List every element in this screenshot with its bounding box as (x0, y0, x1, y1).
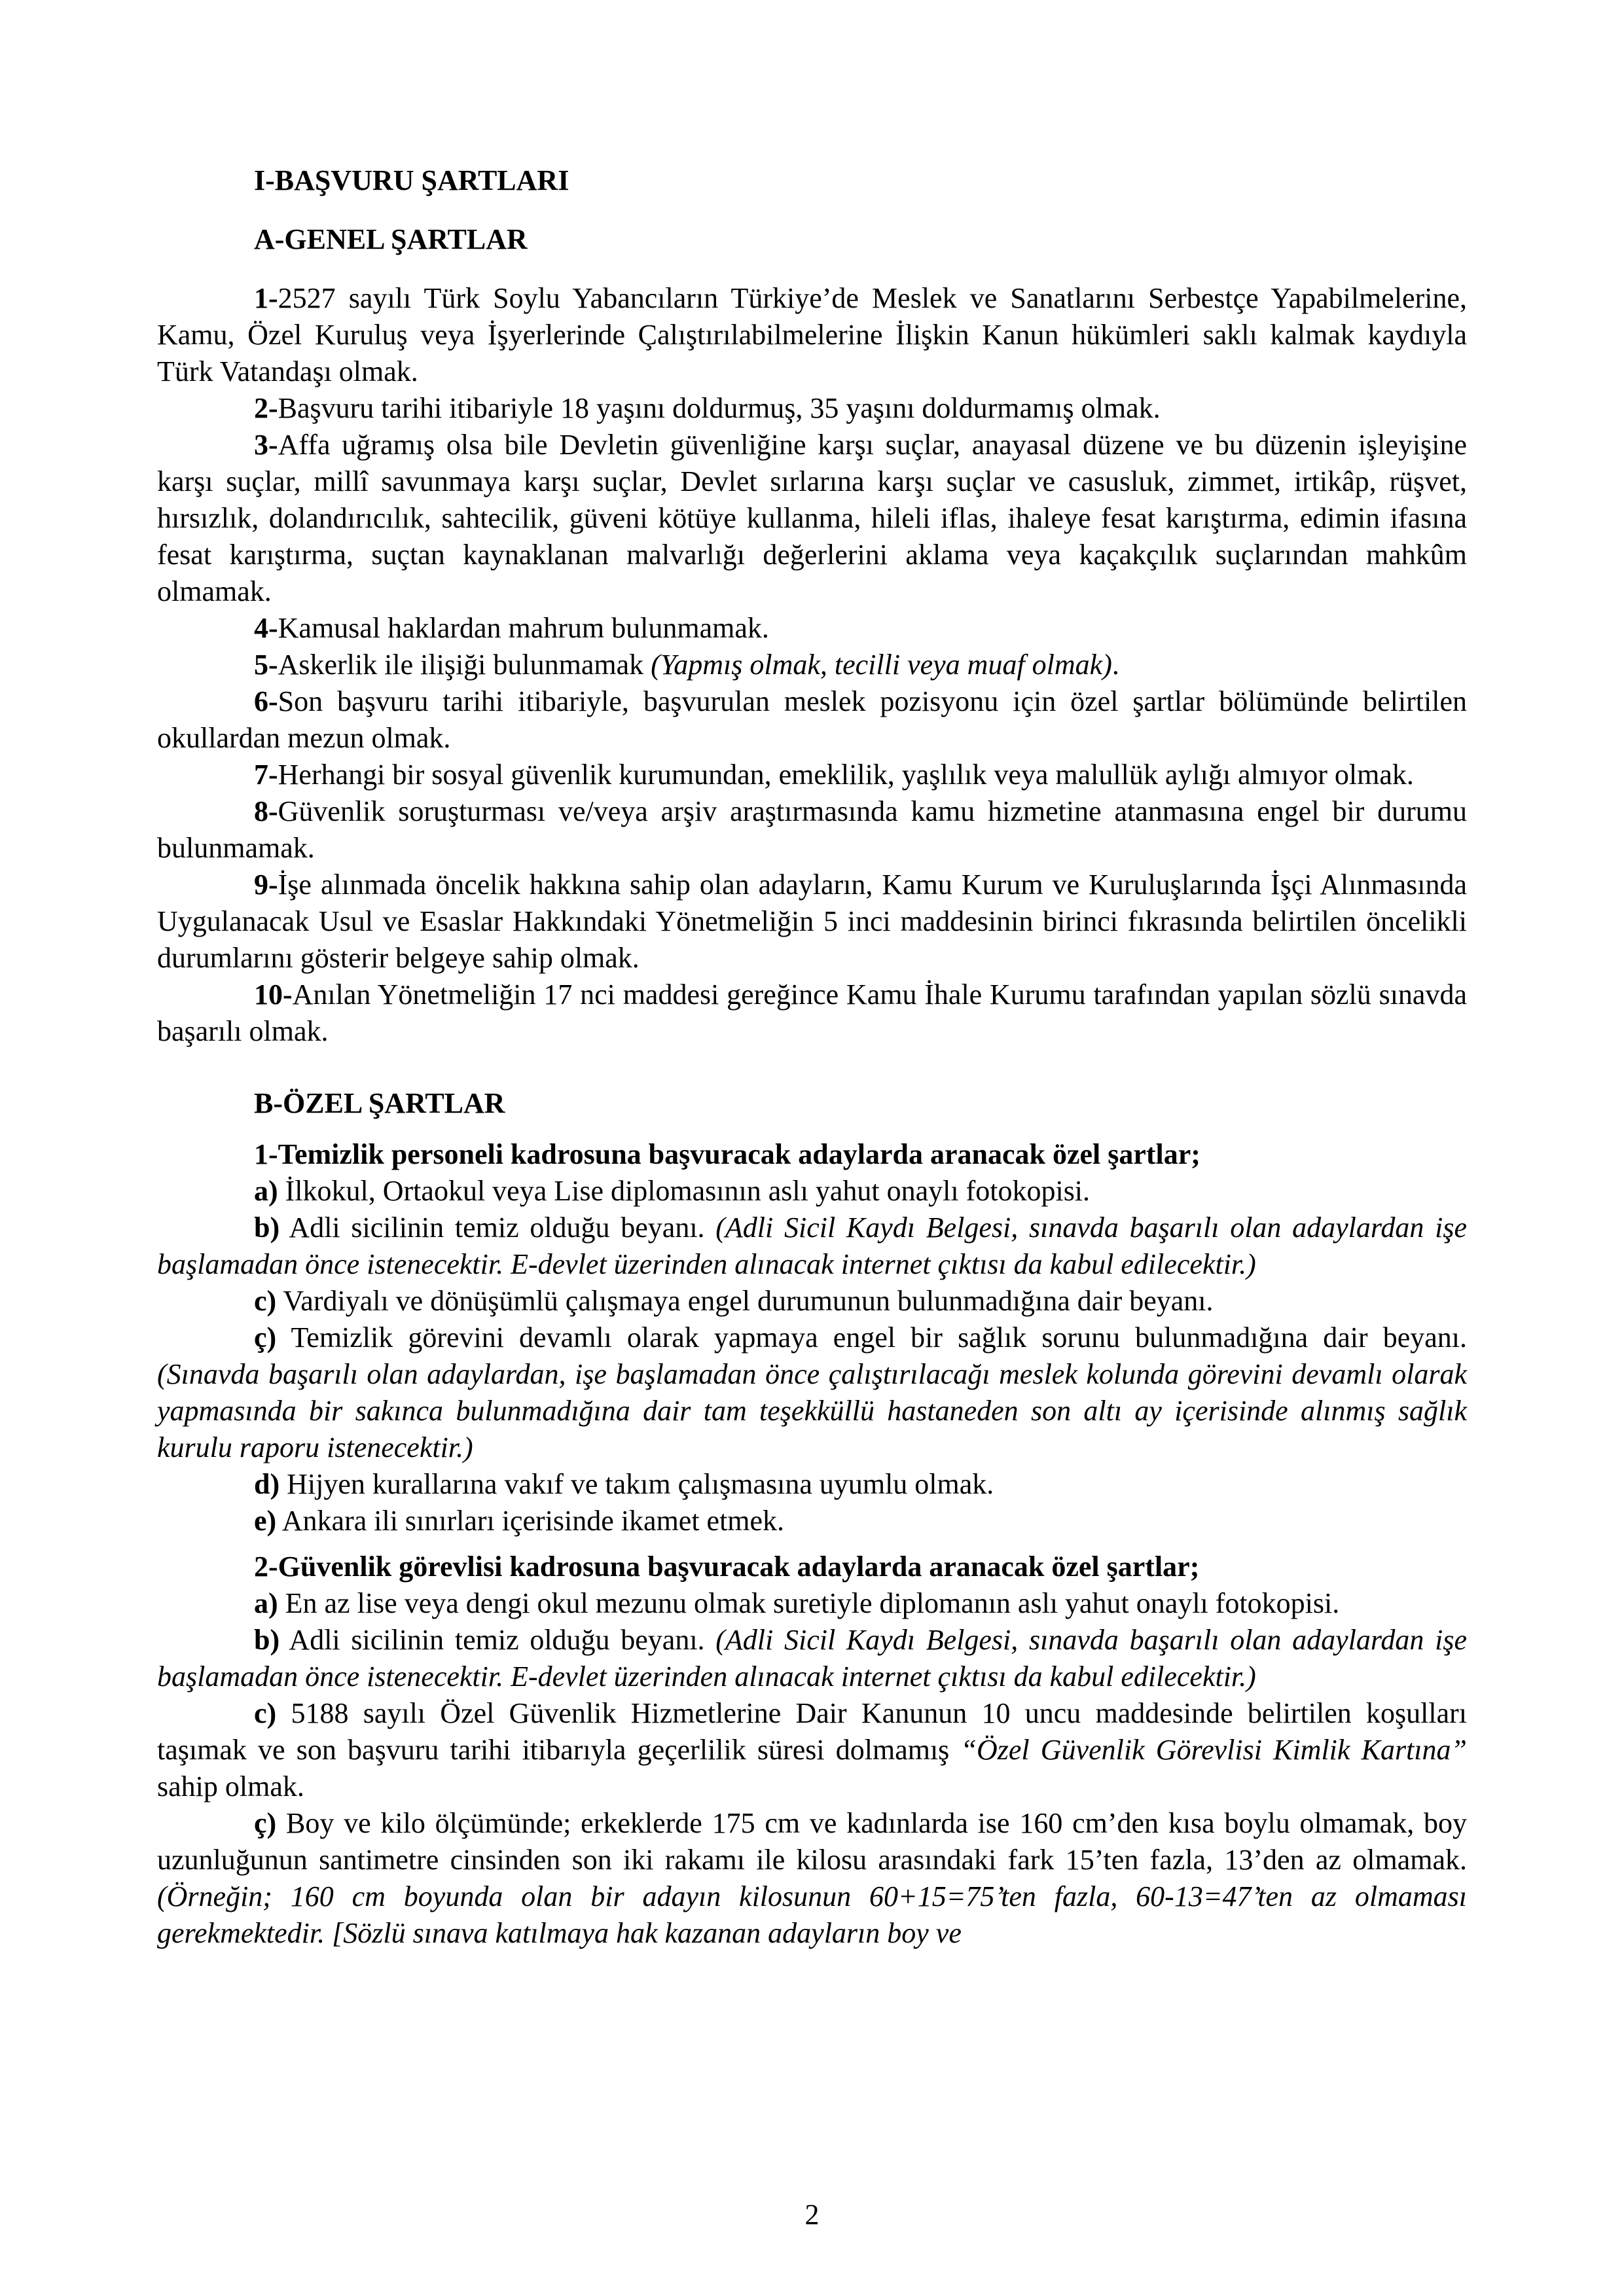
general-item-2 (157, 390, 1467, 427)
section-spacer (157, 1050, 1467, 1085)
item-number: 5- (254, 649, 278, 681)
item-letter: b) (254, 1624, 280, 1656)
document-body (157, 162, 1467, 1952)
item-text: Affa uğramış olsa bile Devletin güvenliğine karşı suçlar, anayasal düzene ve bu düzenin işleyişine karşı suçlar, millî savunmaya karşı suçlar, Devlet sırlarına karşı suçlar ve casusluk, zimmet, irtikâp, rüşvet, hırsızlık, dolandırıcılık, sahtecilik, güveni kötüye kullanma, hileli iflas, ihaleye fesat karıştırma, edimin ifasına fesat karıştırma, suçtan kaynaklanan malvarlığı değerlerini aklama veya kaçakçılık suçlarından mahkûm olmamak. (157, 429, 1467, 607)
item-text: Askerlik ile ilişiği bulunmamak (278, 649, 651, 681)
item-text-end: . (1111, 649, 1119, 681)
item-note: (Örneğin; 160 cm boyunda olan bir adayın kilosunun 60+15=75’ten fazla, 60-13=47’ten az olmaması gerekmektedir. [Sözlü sınava katılmaya hak kazanan adayların boy ve (157, 1880, 1467, 1949)
item-text: Herhangi bir sosyal güvenlik kurumundan, emeklilik, yaşlılık veya malullük aylığı almıyor olmak. (278, 759, 1414, 791)
cleaning-staff-title: 1-Temizlik personeli kadrosuna başvuracak adaylarda aranacak özel şartlar; (254, 1138, 1200, 1170)
item-text: Güvenlik soruşturması ve/veya arşiv araştırmasında kamu hizmetine atanmasına engel bir durumu bulunmamak. (157, 795, 1467, 864)
general-item-10 (157, 977, 1467, 1050)
cleaning-item-b (157, 1210, 1467, 1283)
item-text: Temizlik görevini devamlı olarak yapmaya engel bir sağlık sorunu bulunmadığına dair beyanı. (276, 1321, 1467, 1354)
item-number: 4- (254, 612, 278, 644)
item-letter: b) (254, 1211, 280, 1244)
item-letter: a) (254, 1175, 278, 1207)
item-text: Kamusal haklardan mahrum bulunmamak. (278, 612, 769, 644)
general-conditions-heading: A-GENEL ŞARTLAR (254, 223, 528, 255)
security-guard-title: 2-Güvenlik görevlisi kadrosuna başvuracak adaylarda aranacak özel şartlar; (254, 1551, 1200, 1583)
cleaning-item-c (157, 1283, 1467, 1319)
item-text: 2527 sayılı Türk Soylu Yabancıların Türkiye’de Meslek ve Sanatlarını Serbestçe Yapabilmelerine, Kamu, Özel Kuruluş veya İşyerlerinde Çalıştırılabilmelerine İlişkin Kanun hükümleri saklı kalmak kaydıyla Türk Vatandaşı olmak. (157, 282, 1467, 387)
item-letter: ç) (254, 1807, 277, 1839)
item-text: Hijyen kurallarına vakıf ve takım çalışmasına uyumlu olmak. (280, 1468, 994, 1500)
item-letter: a) (254, 1587, 278, 1619)
item-letter: c) (254, 1697, 277, 1729)
cleaning-staff-section (157, 1136, 1467, 1539)
security-item-b (157, 1622, 1467, 1695)
general-item-8 (157, 793, 1467, 867)
item-letter: d) (254, 1468, 280, 1500)
general-item-9 (157, 867, 1467, 977)
item-text: Başvuru tarihi itibariyle 18 yaşını doldurmuş, 35 yaşını doldurmamış olmak. (278, 392, 1161, 424)
cleaning-item-a (157, 1173, 1467, 1210)
security-item-a (157, 1585, 1467, 1622)
cleaning-item-d (157, 1466, 1467, 1503)
general-item-5 (157, 647, 1467, 683)
item-text: Boy ve kilo ölçümünde; erkeklerde 175 cm ve kadınlarda ise 160 cm’den kısa boylu olmamak, boy uzunluğunun santimetre cinsinden son iki rakamı ile kilosu arasındaki fark 15’ten fazla, 13’den az olmamak. (157, 1807, 1467, 1876)
page-title: I-BAŞVURU ŞARTLARI (254, 164, 569, 196)
item-text: 5188 sayılı Özel Güvenlik Hizmetlerine Dair Kanunun 10 uncu maddesinde belirtilen koşulları taşımak ve son başvuru tarihi itibarıyla geçerlilik süresi dolmamış (157, 1697, 1467, 1766)
item-number: 2- (254, 392, 278, 424)
item-number: 10- (254, 978, 293, 1011)
item-text: Anılan Yönetmeliğin 17 nci maddesi gereğince Kamu İhale Kurumu tarafından yapılan sözlü sınavda başarılı olmak. (157, 978, 1467, 1047)
security-item-c (157, 1695, 1467, 1805)
general-item-7 (157, 757, 1467, 793)
item-number: 1- (254, 282, 278, 314)
item-number: 8- (254, 795, 278, 827)
special-conditions-heading: B-ÖZEL ŞARTLAR (254, 1087, 505, 1119)
cleaning-item-c-cedilla (157, 1319, 1467, 1466)
item-text-end: sahip olmak. (157, 1770, 304, 1803)
item-text: İşe alınmada öncelik hakkına sahip olan adayların, Kamu Kurum ve Kuruluşlarında İşçi Alınmasında Uygulanacak Usul ve Esaslar Hakkındaki Yönetmeliğin 5 inci maddesinin birinci fıkrasında belirtilen öncelikli durumlarını gösterir belgeye sahip olmak. (157, 869, 1467, 974)
item-note: (Yapmış olmak, tecilli veya muaf olmak) (651, 649, 1112, 681)
item-text: Son başvuru tarihi itibariyle, başvurulan meslek pozisyonu için özel şartlar bölümünde belirtilen okullardan mezun olmak. (157, 685, 1467, 754)
page-number: 2 (804, 2198, 820, 2231)
item-text: Adli sicilinin temiz olduğu beyanı. (280, 1211, 716, 1244)
item-letter: ç) (254, 1321, 277, 1354)
general-item-1 (157, 280, 1467, 390)
item-letter: e) (254, 1505, 277, 1537)
item-number: 9- (254, 869, 278, 901)
item-note: (Adli Sicil Kaydı Belgesi, sınavda başarılı olan adaylardan işe başlamadan önce istenecektir. E-devlet üzerinden alınacak internet çıktısı da kabul edilecektir.) (157, 1211, 1468, 1280)
security-item-c-cedilla (157, 1805, 1467, 1952)
item-text: En az lise veya dengi okul mezunu olmak suretiyle diplomanın aslı yahut onaylı fotokopisi. (278, 1587, 1340, 1619)
general-item-3 (157, 427, 1467, 610)
item-number: 6- (254, 685, 278, 717)
item-text: İlkokul, Ortaokul veya Lise diplomasının aslı yahut onaylı fotokopisi. (278, 1175, 1091, 1207)
item-note: (Adli Sicil Kaydı Belgesi, sınavda başarılı olan adaylardan işe başlamadan önce istenecektir. E-devlet üzerinden alınacak internet çıktısı da kabul edilecektir.) (157, 1624, 1468, 1693)
cleaning-item-e (157, 1503, 1467, 1539)
item-note: “Özel Güvenlik Görevlisi Kimlik Kartına” (960, 1734, 1468, 1766)
security-guard-section (157, 1549, 1467, 1952)
item-text: Adli sicilinin temiz olduğu beyanı. (280, 1624, 716, 1656)
subsection-spacer (157, 1539, 1467, 1549)
item-letter: c) (254, 1285, 277, 1317)
item-number: 3- (254, 429, 278, 461)
general-item-6 (157, 683, 1467, 757)
item-text: Ankara ili sınırları içerisinde ikamet etmek. (276, 1505, 785, 1537)
general-conditions-list (157, 280, 1467, 1050)
item-note: (Sınavda başarılı olan adaylardan, işe başlamadan önce çalıştırılacağı meslek kolunda görevini devamlı olarak yapmasında bir sakınca bulunmadığına dair tam teşekküllü hastaneden son altı ay içerisinde alınmış sağlık kurulu raporu istenecektir.) (157, 1358, 1467, 1463)
item-text: Vardiyalı ve dönüşümlü çalışmaya engel durumunun bulunmadığına dair beyanı. (276, 1285, 1214, 1317)
item-number: 7- (254, 759, 278, 791)
general-item-4 (157, 610, 1467, 647)
